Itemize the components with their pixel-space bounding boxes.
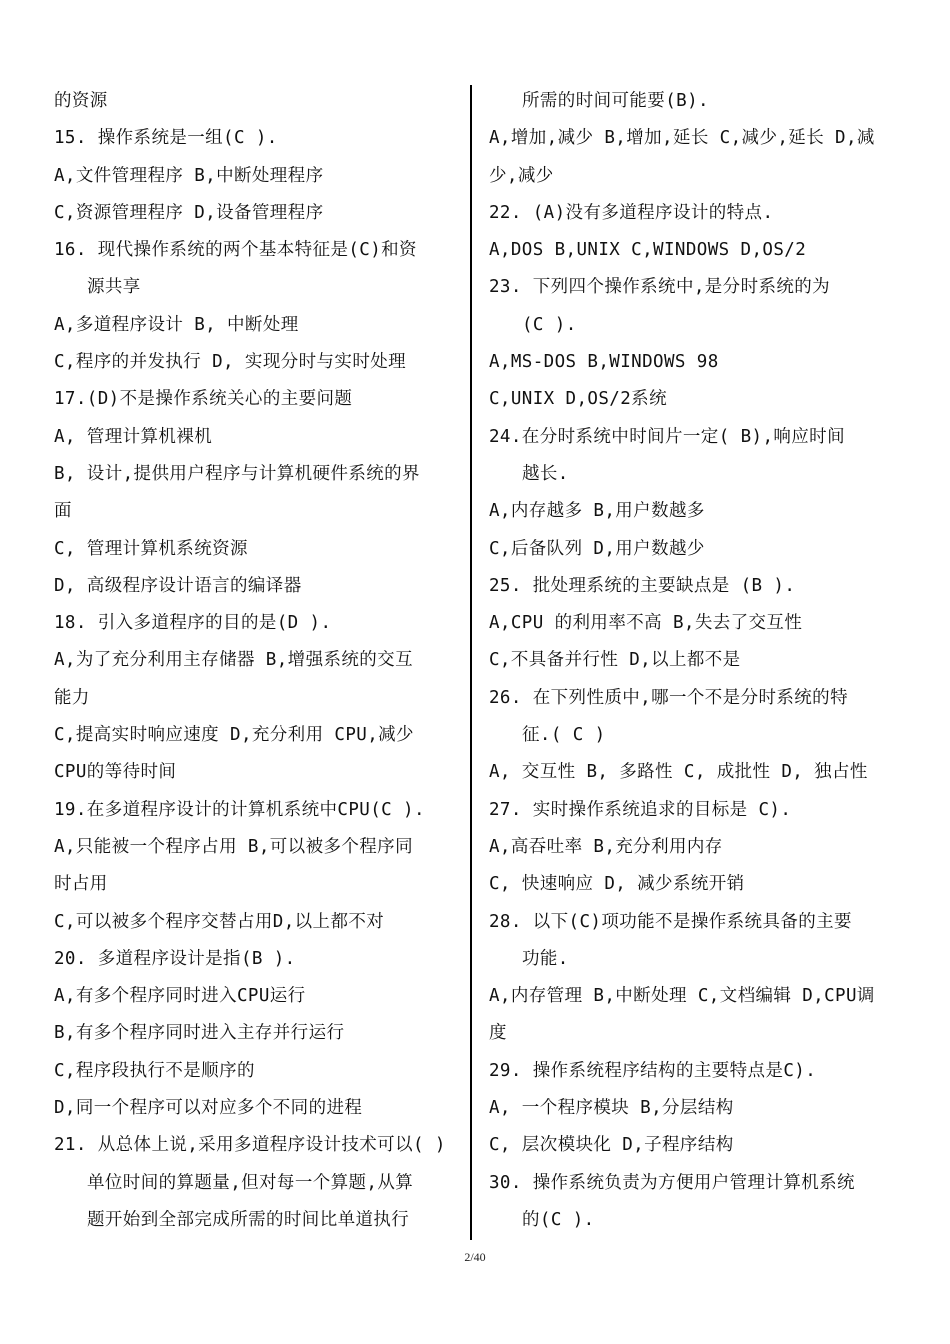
text-line: 源共享 xyxy=(87,277,141,298)
text-line: 27. 实时操作系统追求的目标是 C). xyxy=(489,799,792,820)
text-line: A, 管理计算机裸机 xyxy=(54,426,213,447)
text-line: A,有多个程序同时进入CPU运行 xyxy=(54,986,306,1007)
text-line: A, 交互性 B, 多路性 C, 成批性 D, 独占性 xyxy=(489,762,868,783)
text-line: C,UNIX D,OS/2系统 xyxy=(489,389,667,410)
text-line: 19.在多道程序设计的计算机系统中CPU(C ). xyxy=(54,799,425,820)
left-column xyxy=(54,83,454,1239)
text-line: A,增加,减少 B,增加,延长 C,减少,延长 D,减 xyxy=(489,128,875,149)
text-line: C,后备队列 D,用户数越少 xyxy=(489,538,705,559)
text-line: 题开始到全部完成所需的时间比单道执行 xyxy=(87,1209,410,1230)
text-line: A,文件管理程序 B,中断处理程序 xyxy=(54,165,324,186)
column-divider xyxy=(470,85,472,1240)
text-line: 单位时间的算题量,但对每一个算题,从算 xyxy=(87,1172,414,1193)
text-line: C,提高实时响应速度 D,充分利用 CPU,减少 xyxy=(54,725,414,746)
text-line: A,多道程序设计 B, 中断处理 xyxy=(54,314,299,335)
text-line: 17.(D)不是操作系统关心的主要问题 xyxy=(54,389,353,410)
text-line: A,MS-DOS B,WINDOWS 98 xyxy=(489,352,719,373)
text-line: C,资源管理程序 D,设备管理程序 xyxy=(54,202,324,223)
text-line: D, 高级程序设计语言的编译器 xyxy=(54,575,302,596)
text-line: C, 快速响应 D, 减少系统开销 xyxy=(489,874,745,895)
text-line: 30. 操作系统负责为方便用户管理计算机系统 xyxy=(489,1172,855,1193)
text-line: 29. 操作系统程序结构的主要特点是C). xyxy=(489,1060,817,1081)
text-line: C,可以被多个程序交替占用D,以上都不对 xyxy=(54,911,385,932)
text-line: A,只能被一个程序占用 B,可以被多个程序同 xyxy=(54,836,413,857)
text-line: A,高吞吐率 B,充分利用内存 xyxy=(489,836,723,857)
text-line: 26. 在下列性质中,哪一个不是分时系统的特 xyxy=(489,687,848,708)
text-line: 28. 以下(C)项功能不是操作系统具备的主要 xyxy=(489,911,852,932)
text-line: 22. (A)没有多道程序设计的特点. xyxy=(489,202,774,223)
text-line: 21. 从总体上说,采用多道程序设计技术可以( ) xyxy=(54,1135,446,1156)
text-line: 20. 多道程序设计是指(B ). xyxy=(54,948,296,969)
right-column xyxy=(489,83,884,1239)
text-line: 面 xyxy=(54,501,72,522)
text-line: 度 xyxy=(489,1023,507,1044)
text-line: C,程序的并发执行 D, 实现分时与实时处理 xyxy=(54,352,407,373)
text-line: A,CPU 的利用率不高 B,失去了交互性 xyxy=(489,613,803,634)
text-line: A, 一个程序模块 B,分层结构 xyxy=(489,1098,734,1119)
text-line: 24.在分时系统中时间片一定( B),响应时间 xyxy=(489,426,845,447)
text-line: A,内存越多 B,用户数越多 xyxy=(489,501,705,522)
text-line: 功能. xyxy=(522,948,569,969)
text-line: C, 层次模块化 D,子程序结构 xyxy=(489,1135,734,1156)
text-line: 时占用 xyxy=(54,874,108,895)
text-line: 所需的时间可能要(B). xyxy=(522,91,709,111)
text-line: 25. 批处理系统的主要缺点是 (B ). xyxy=(489,575,796,596)
text-line: C,程序段执行不是顺序的 xyxy=(54,1060,255,1081)
text-line: 能力 xyxy=(54,687,90,708)
text-line: 少,减少 xyxy=(489,165,554,186)
text-line: 的资源 xyxy=(54,91,108,111)
text-line: A,DOS B,UNIX C,WINDOWS D,OS/2 xyxy=(489,240,807,261)
text-line: 23. 下列四个操作系统中,是分时系统的为 xyxy=(489,277,831,298)
text-line: (C ). xyxy=(522,314,577,335)
text-line: A,内存管理 B,中断处理 C,文档编辑 D,CPU调 xyxy=(489,986,875,1007)
text-line: 征.( C ) xyxy=(522,725,606,746)
text-line: 15. 操作系统是一组(C ). xyxy=(54,128,278,149)
text-line: CPU的等待时间 xyxy=(54,762,177,783)
text-line: 18. 引入多道程序的目的是(D ). xyxy=(54,613,332,634)
text-line: 的(C ). xyxy=(522,1209,595,1230)
text-line: B,有多个程序同时进入主存并行运行 xyxy=(54,1023,345,1044)
text-line: 越长. xyxy=(522,463,569,484)
text-line: C, 管理计算机系统资源 xyxy=(54,538,248,559)
text-line: A,为了充分利用主存储器 B,增强系统的交互 xyxy=(54,650,413,671)
page-number: 2/40 xyxy=(464,1250,486,1264)
text-line: B, 设计,提供用户程序与计算机硬件系统的界 xyxy=(54,463,420,484)
text-line: 16. 现代操作系统的两个基本特征是(C)和资 xyxy=(54,240,417,261)
text-line: D,同一个程序可以对应多个不同的进程 xyxy=(54,1098,363,1119)
text-line: C,不具备并行性 D,以上都不是 xyxy=(489,650,741,671)
